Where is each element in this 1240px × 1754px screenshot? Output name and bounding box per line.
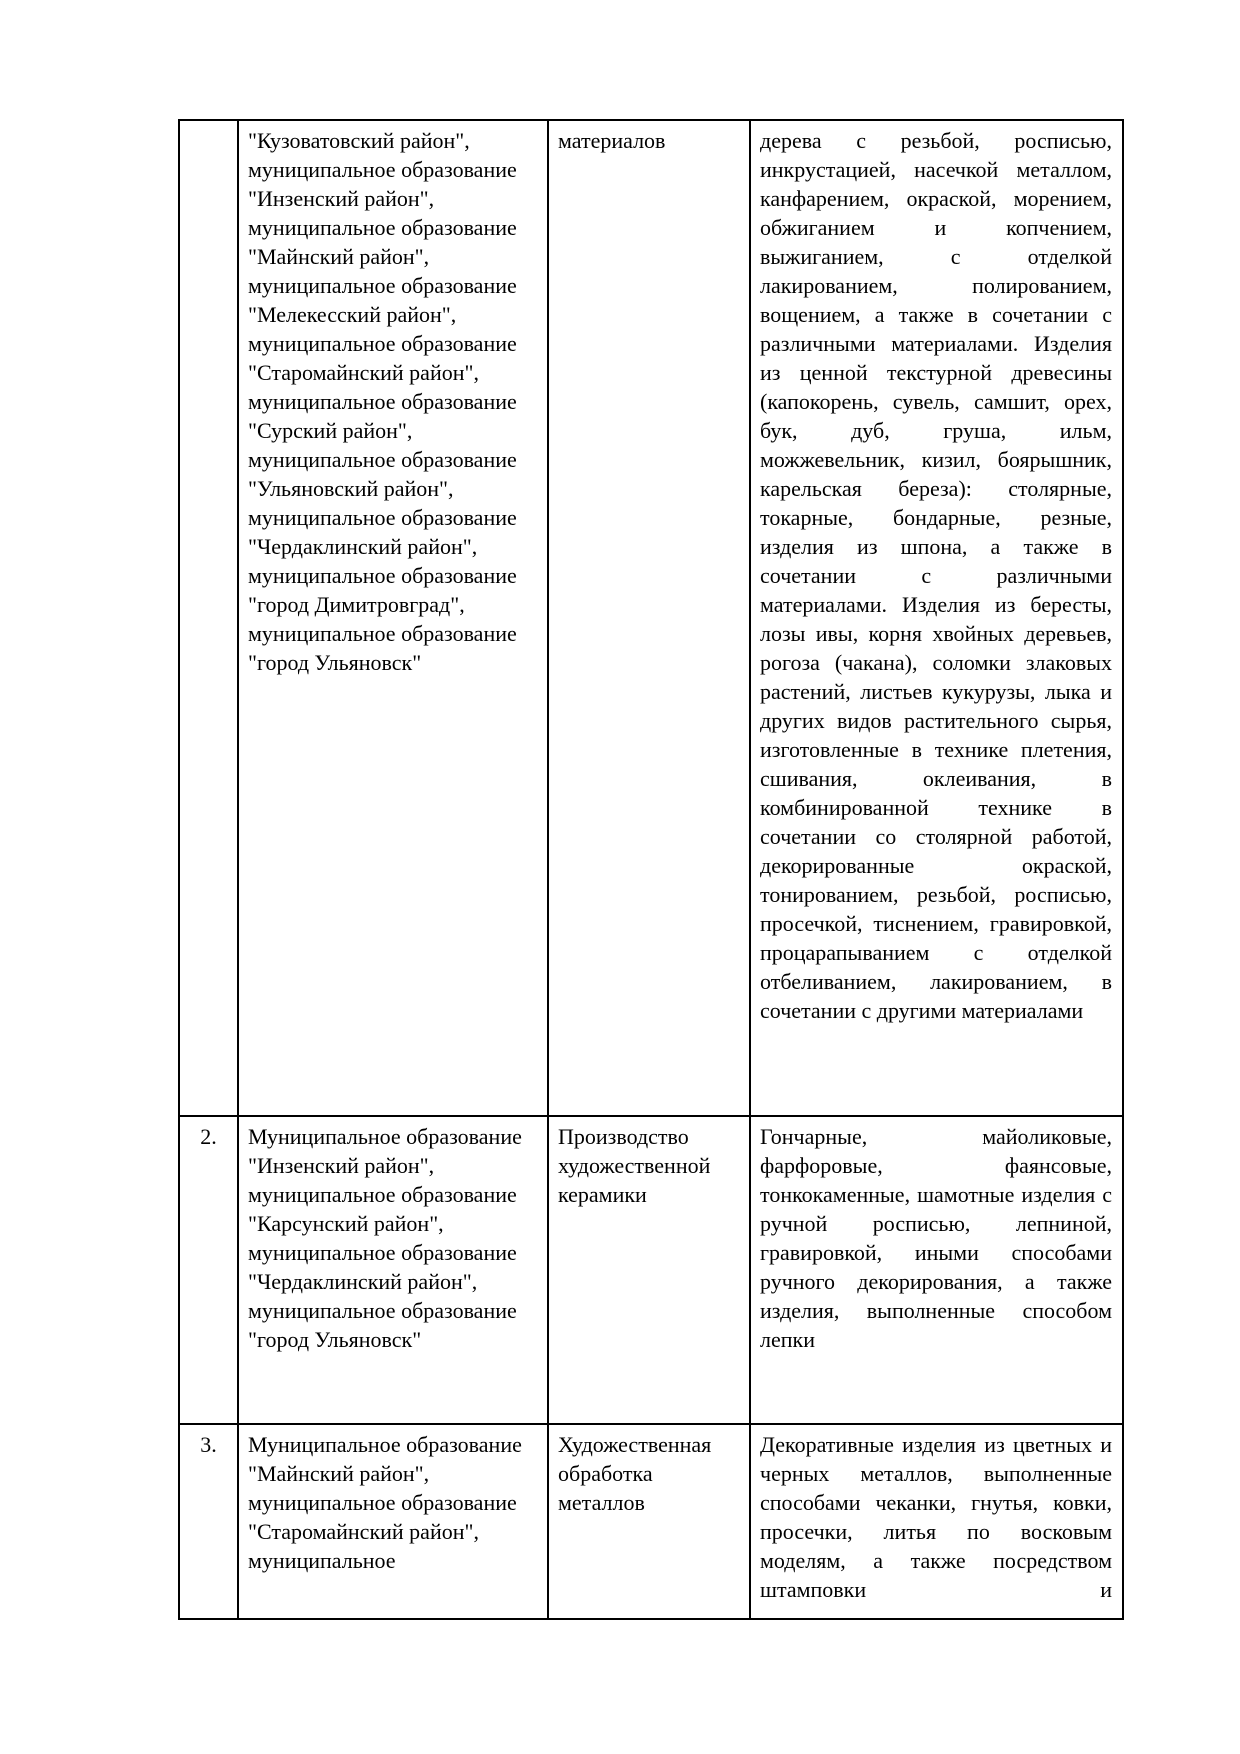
description-cell: Декоративные изделия из цветных и черных металлов, выполненные способами чеканки, гнутья, ковки, просечки, литья по восковым моделям, а также посредством штамповки и xyxy=(760,1432,1112,1602)
description-cell: дерева с резьбой, росписью, инкрустацией, насечкой металлом, канфарением, окраской, морением, обжиганием и копчением, выжиганием, с отделкой лакированием, полированием, вощением, а также в сочетании с различными материалами. Изделия из ценной текстурной древесины (капокорень, сувель, самшит, орех, бук, дуб, груша, ильм, можжевельник, кизил, боярышник, карельская береза): столярные, токарные, бондарные, резные, изделия из шпона, а также в сочетании с различными материалами. Изделия из бересты, лозы ивы, корня хвойных деревьев, рогоза (чакана), соломки злаковых растений, листьев кукурузы, лыка и других видов растительного сырья, изготовленные в технике плетения, сшивания, оклеивания, в комбинированной технике в сочетании со столярной работой, декорированные окраской, тонированием, резьбой, росписью, просечкой, тиснением, гравировкой, процарапыванием с отделкой отбеливанием, лакированием, в сочетании с другими материалами xyxy=(751,121,1122,1117)
craft-type-cell: Художественная обработка металлов xyxy=(549,1425,751,1618)
craft-type-cell: материалов xyxy=(549,121,751,1117)
municipalities-cell: Муниципальное образование "Майнский район", муниципальное образование "Старомайнский район", муниципальное xyxy=(239,1425,549,1618)
municipalities-cell: "Кузоватовский район", муниципальное образование "Инзенский район", муниципальное образование "Майнский район", муниципальное образование "Мелекесский район", муниципальное образование "Старомайнский район", муниципальное образование "Сурский район", муниципальное образование "Ульяновский район", муниципальное образование "Чердаклинский район", муниципальное образование "город Димитровград", муниципальное образование "город Ульяновск" xyxy=(239,121,549,1117)
crafts-table xyxy=(178,119,1124,1620)
row-number-cell: 2. xyxy=(180,1117,239,1425)
description-cell: Гончарные, майоликовые, фарфоровые, фаянсовые, тонкокаменные, шамотные изделия с ручной росписью, лепниной, гравировкой, иными способами ручного декорирования, а также изделия, выполненные способом лепки xyxy=(751,1117,1122,1425)
row-number-cell: 3. xyxy=(180,1425,239,1618)
municipalities-cell: Муниципальное образование "Инзенский район", муниципальное образование "Карсунский район", муниципальное образование "Чердаклинский район", муниципальное образование "город Ульяновск" xyxy=(239,1117,549,1425)
row-number-cell xyxy=(180,121,239,1117)
craft-type-cell: Производство художественной керамики xyxy=(549,1117,751,1425)
